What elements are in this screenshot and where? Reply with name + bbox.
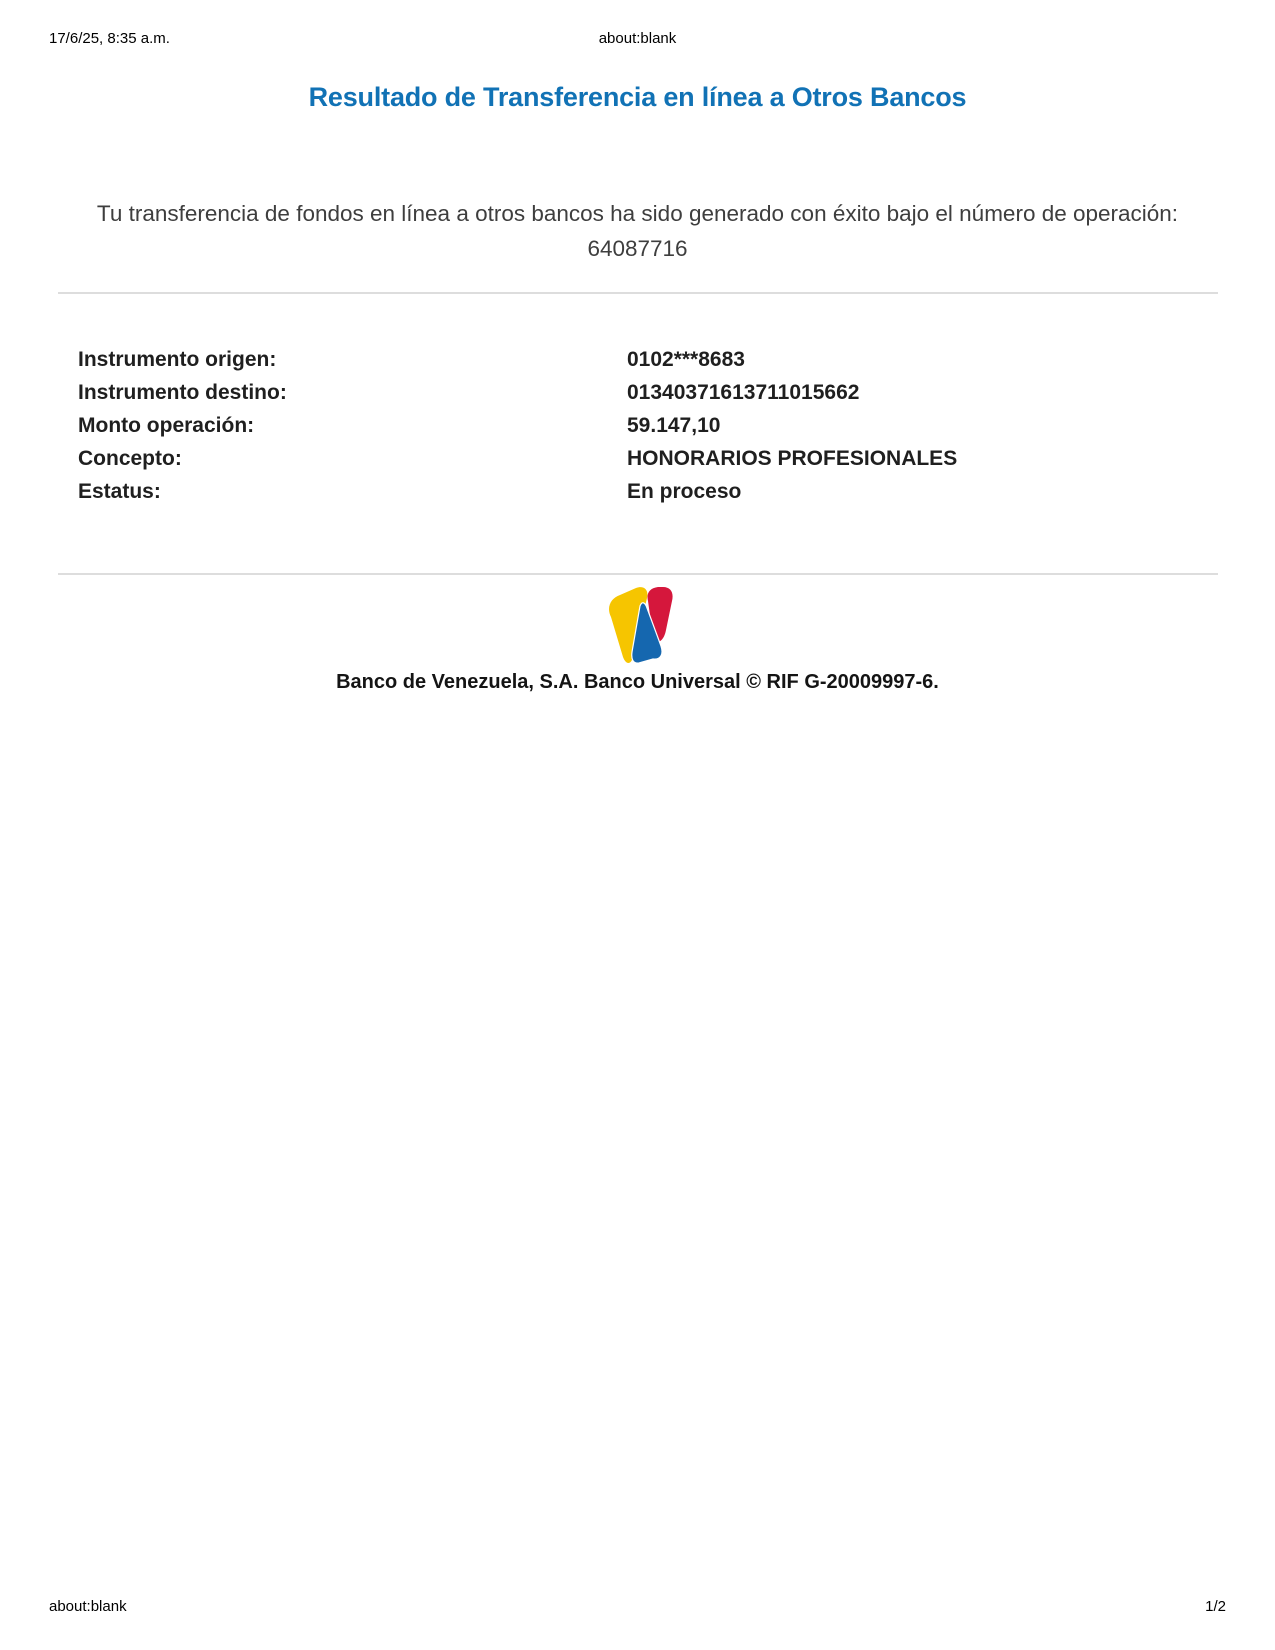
bank-logo-icon <box>602 585 674 669</box>
detail-row-instrumento-destino <box>78 376 1215 409</box>
banco-de-venezuela-logo <box>0 585 1275 669</box>
detail-row-monto-operacion <box>78 409 1215 442</box>
detail-row-concepto <box>78 442 1215 475</box>
detail-value: 01340371613711015662 <box>627 381 860 404</box>
detail-label: Instrumento destino: <box>78 381 287 404</box>
detail-label: Concepto: <box>78 447 182 470</box>
print-footer-source: about:blank <box>49 1598 127 1615</box>
detail-value: 0102***8683 <box>627 348 745 371</box>
print-page-number: 1/2 <box>1205 1598 1226 1615</box>
confirmation-message: Tu transferencia de fondos en línea a otros bancos ha sido generado con éxito bajo el número de operación: 64087716 <box>96 201 1179 261</box>
detail-value: 59.147,10 <box>627 414 721 437</box>
print-source-url: about:blank <box>598 30 677 47</box>
detail-value: HONORARIOS PROFESIONALES <box>627 447 958 470</box>
print-datetime: 17/6/25, 8:35 a.m. <box>49 30 170 47</box>
divider-bottom <box>58 573 1218 575</box>
detail-row-estatus <box>78 475 1215 508</box>
status-value: En proceso <box>627 480 742 503</box>
print-footer <box>49 1598 1226 1615</box>
detail-label: Instrumento origen: <box>78 348 277 371</box>
page-title: Resultado de Transferencia en línea a Otros Bancos <box>308 82 967 112</box>
detail-label: Estatus: <box>78 480 161 503</box>
transfer-details <box>78 343 1215 508</box>
brand-legal-line: Banco de Venezuela, S.A. Banco Universal © RIF G-20009997-6. <box>336 671 939 693</box>
divider-top <box>58 292 1218 294</box>
detail-row-instrumento-origen <box>78 343 1215 376</box>
detail-label: Monto operación: <box>78 414 255 437</box>
print-header <box>49 30 1226 47</box>
